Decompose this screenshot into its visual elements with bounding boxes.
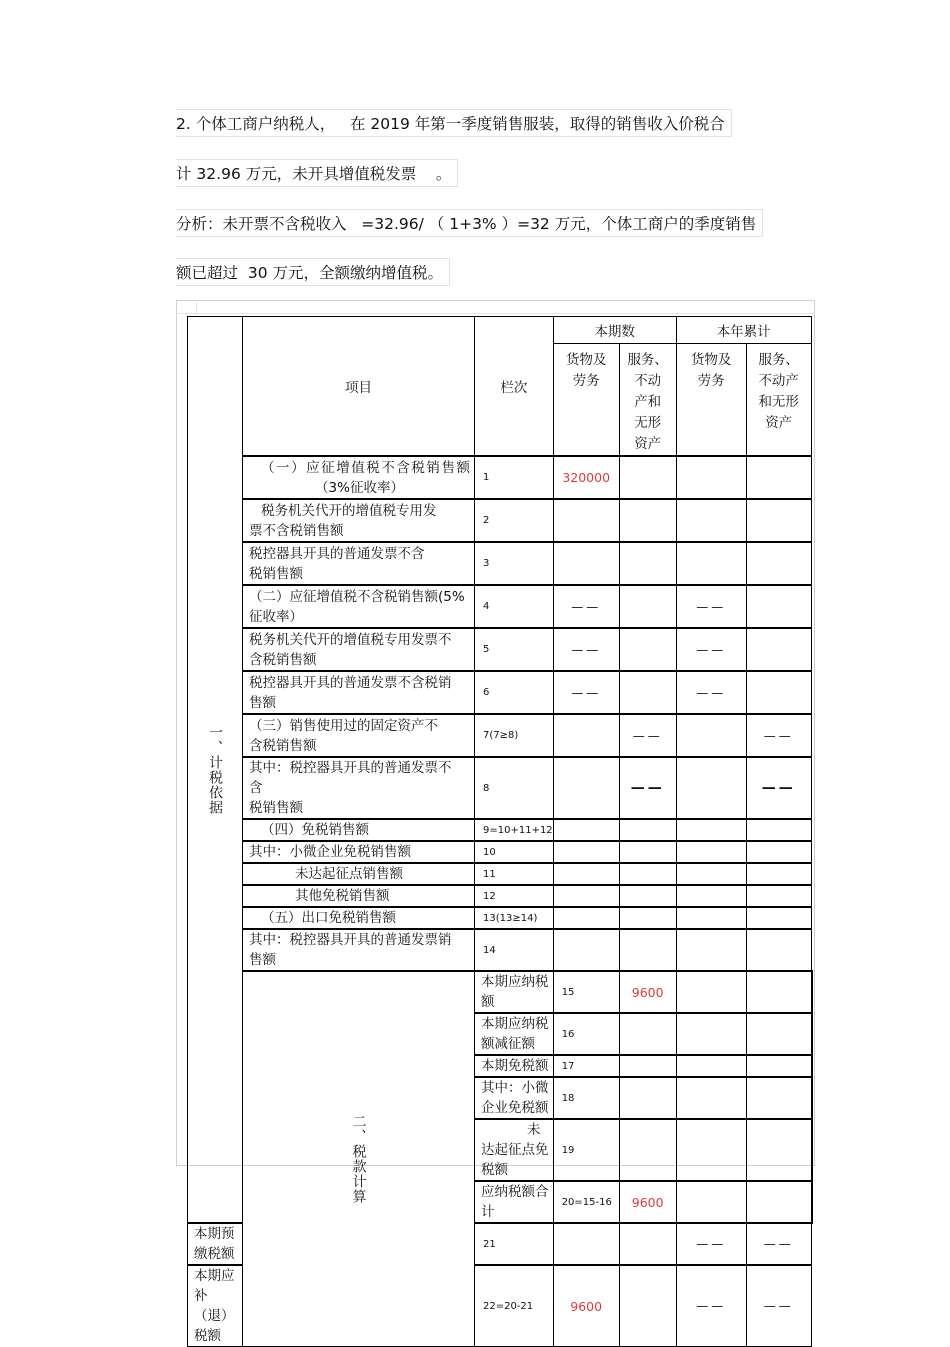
cell-services-current [619, 628, 676, 671]
row-item: 本期应纳税额减征额 [475, 1013, 554, 1055]
cell-services-year [746, 841, 811, 863]
cell-services-year [746, 907, 811, 929]
row-item: 本期预缴税额 [188, 1223, 243, 1265]
row-code: 17 [553, 1055, 619, 1077]
header-goods-current: 货物及 劳务 [553, 344, 619, 457]
header-year-cumulative: 本年累计 [676, 317, 811, 344]
cell-services-current [619, 1223, 676, 1265]
cell-services-current [619, 542, 676, 585]
cell-goods-current: 9600 [619, 971, 676, 1013]
row-item: 本期免税额 [475, 1055, 554, 1077]
cell-services-year [811, 1181, 812, 1223]
row-item: （四）免税销售额 [243, 819, 475, 841]
cell-services-current [619, 671, 676, 714]
cell-goods-current [553, 499, 619, 542]
row-code: 3 [475, 542, 554, 585]
cell-services-current [676, 1077, 746, 1119]
cell-goods-current [619, 1055, 676, 1077]
cell-goods-year [746, 1055, 811, 1077]
paragraph-3: 分析：未开票不含税收入 =32.96/ （ 1+3% ）=32 万元，个体工商户的季度销售 [176, 209, 763, 237]
section-label-calculation: 二、税款计算 [243, 971, 475, 1347]
cell-services-year [811, 971, 812, 1013]
row-code: 8 [475, 757, 554, 819]
cell-goods-year: —— [676, 628, 746, 671]
cell-goods-year [746, 1013, 811, 1055]
table-row [188, 628, 813, 671]
row-item: 其中：税控器具开具的普通发票不 含 税销售额 [243, 757, 475, 819]
row-code: 2 [475, 499, 554, 542]
table-row [188, 671, 813, 714]
paragraph-1: 2. 个体工商户纳税人， 在 2019 年第一季度销售服装，取得的销售收入价税合 [176, 109, 732, 137]
table-row [188, 714, 813, 757]
header-services-year: 服务、 不动产 和无形 资产 [746, 344, 811, 457]
header-code: 栏次 [475, 317, 554, 457]
cell-goods-year [676, 819, 746, 841]
cell-services-current [619, 907, 676, 929]
row-code: 5 [475, 628, 554, 671]
cell-goods-year: —— [676, 1223, 746, 1265]
cell-services-year [746, 863, 811, 885]
row-item: （一）应征增值税不含税销售额 （3%征收率） [243, 456, 475, 499]
cell-goods-year: —— [676, 585, 746, 628]
cell-services-year [746, 885, 811, 907]
cell-goods-year: —— [676, 671, 746, 714]
row-code: 16 [553, 1013, 619, 1055]
header-goods-year: 货物及 劳务 [676, 344, 746, 457]
cell-services-current [676, 1119, 746, 1181]
cell-goods-current: 9600 [619, 1181, 676, 1223]
table-row [188, 971, 813, 1013]
table-row [188, 456, 813, 499]
cell-services-current [676, 1055, 746, 1077]
cell-services-current [619, 1265, 676, 1347]
cell-goods-current [619, 1077, 676, 1119]
cell-goods-current [553, 863, 619, 885]
row-code: 6 [475, 671, 554, 714]
cell-services-year [746, 585, 811, 628]
row-code: 22=20-21 [475, 1265, 554, 1347]
cell-goods-current [553, 841, 619, 863]
cell-services-current [619, 585, 676, 628]
row-item: 本期应纳税额 [475, 971, 554, 1013]
cell-goods-year [676, 907, 746, 929]
cell-services-year [811, 1013, 812, 1055]
cell-services-year [746, 929, 811, 971]
paragraph-4: 额已超过 30 万元，全额缴纳增值税。 [176, 258, 450, 286]
cell-goods-current [619, 1119, 676, 1181]
cell-services-year [746, 628, 811, 671]
row-item: 税控器具开具的普通发票不含 税销售额 [243, 542, 475, 585]
row-code: 15 [553, 971, 619, 1013]
row-item: 其中：税控器具开具的普通发票销 售额 [243, 929, 475, 971]
row-item: （五）出口免税销售额 [243, 907, 475, 929]
cell-goods-current [553, 819, 619, 841]
cell-services-year: —— [746, 1265, 811, 1347]
table-row [188, 841, 813, 863]
cell-services-current [619, 863, 676, 885]
row-item: 其中：小微企业免税销售额 [243, 841, 475, 863]
header-item: 项目 [243, 317, 475, 457]
row-item: 应纳税额合计 [475, 1181, 554, 1223]
cell-goods-current [553, 907, 619, 929]
table-row [188, 929, 813, 971]
cell-goods-current: 9600 [553, 1265, 619, 1347]
cell-services-current: —— [619, 714, 676, 757]
cell-goods-current [553, 757, 619, 819]
cell-goods-year [676, 499, 746, 542]
cell-services-current [676, 971, 746, 1013]
row-item: （二）应征增值税不含税销售额(5% 征收率） [243, 585, 475, 628]
table-row [188, 885, 813, 907]
cell-goods-current: —— [553, 628, 619, 671]
cell-services-year [811, 1119, 812, 1181]
row-item: 税务机关代开的增值税专用发 票不含税销售额 [243, 499, 475, 542]
cell-services-current [676, 1013, 746, 1055]
cell-goods-year [676, 929, 746, 971]
table-row [188, 585, 813, 628]
table-row [188, 757, 813, 819]
row-code: 11 [475, 863, 554, 885]
cell-services-year: —— [746, 757, 811, 819]
cell-goods-year [676, 542, 746, 585]
cell-goods-year [676, 841, 746, 863]
cell-services-current [619, 885, 676, 907]
cell-services-year [746, 456, 811, 499]
cell-services-year [811, 1055, 812, 1077]
header-services-current: 服务、 不动 产和 无形 资产 [619, 344, 676, 457]
cell-goods-year [676, 885, 746, 907]
cell-goods-current [553, 542, 619, 585]
cell-services-year: —— [746, 714, 811, 757]
table-row [188, 499, 813, 542]
paragraph-2: 计 32.96 万元，未开具增值税发票 。 [176, 159, 458, 187]
cell-goods-current [553, 1223, 619, 1265]
row-code: 7(7≥8) [475, 714, 554, 757]
cell-goods-year [746, 1077, 811, 1119]
cell-goods-current: —— [553, 585, 619, 628]
table-row [188, 863, 813, 885]
row-code: 19 [553, 1119, 619, 1181]
cell-services-year: —— [746, 1223, 811, 1265]
row-item: 未达起征点销售额 [243, 863, 475, 885]
row-item: 其中：小微企业免税额 [475, 1077, 554, 1119]
table-frame-top-line [176, 313, 815, 314]
cell-goods-current: 320000 [553, 456, 619, 499]
cell-goods-year [746, 1119, 811, 1181]
cell-services-year [811, 1077, 812, 1119]
table-frame-tick [196, 300, 197, 313]
cell-goods-current [553, 714, 619, 757]
row-code: 18 [553, 1077, 619, 1119]
cell-services-year [746, 499, 811, 542]
cell-services-year [746, 819, 811, 841]
row-code: 13(13≥14) [475, 907, 554, 929]
cell-goods-year [676, 863, 746, 885]
row-code: 4 [475, 585, 554, 628]
row-code: 12 [475, 885, 554, 907]
row-code: 21 [475, 1223, 554, 1265]
row-code: 14 [475, 929, 554, 971]
cell-services-year [746, 671, 811, 714]
table-row [188, 819, 813, 841]
tax-return-table [187, 316, 813, 1347]
row-item: 其他免税销售额 [243, 885, 475, 907]
cell-goods-current: —— [553, 671, 619, 714]
row-code: 10 [475, 841, 554, 863]
cell-goods-year [676, 456, 746, 499]
cell-goods-year [676, 714, 746, 757]
cell-services-year [746, 542, 811, 585]
row-item: 未达起征点免税额 [475, 1119, 554, 1181]
cell-services-current [676, 1181, 746, 1223]
cell-goods-current [553, 929, 619, 971]
cell-goods-year [746, 971, 811, 1013]
cell-goods-year [746, 1181, 811, 1223]
cell-goods-current [553, 885, 619, 907]
table-row [188, 907, 813, 929]
row-code: 20=15-16 [553, 1181, 619, 1223]
cell-services-current [619, 841, 676, 863]
row-code: 1 [475, 456, 554, 499]
row-item: 税控器具开具的普通发票不含税销 售额 [243, 671, 475, 714]
section-label-basis: 一、计税依据 [188, 317, 243, 1224]
row-item: 本期应补（退）税额 [188, 1265, 243, 1347]
cell-services-current [619, 819, 676, 841]
header-current-period: 本期数 [553, 317, 676, 344]
cell-goods-year [676, 757, 746, 819]
row-item: 税务机关代开的增值税专用发票不 含税销售额 [243, 628, 475, 671]
cell-services-current [619, 456, 676, 499]
cell-goods-current [619, 1013, 676, 1055]
cell-services-current [619, 499, 676, 542]
cell-services-current [619, 929, 676, 971]
row-item: （三）销售使用过的固定资产不 含税销售额 [243, 714, 475, 757]
cell-goods-year: —— [676, 1265, 746, 1347]
cell-services-current: —— [619, 757, 676, 819]
table-row [188, 542, 813, 585]
row-code: 9=10+11+12 [475, 819, 554, 841]
